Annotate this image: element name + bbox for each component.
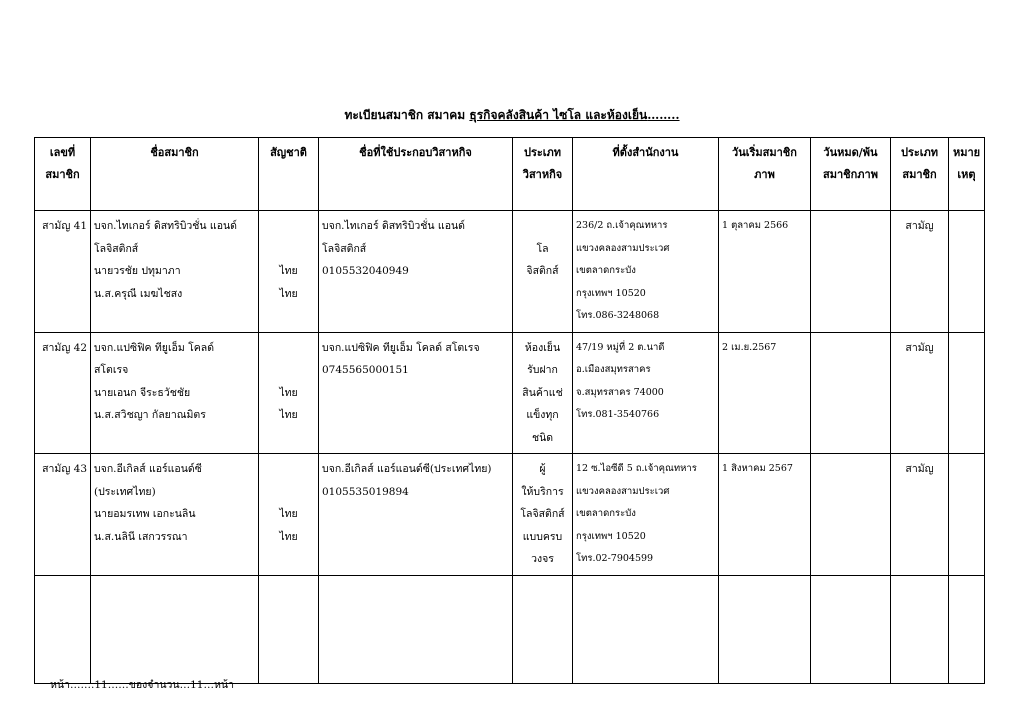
start-date: 2 เม.ย.2567: [719, 332, 811, 454]
nationality: ไทย ไทย: [259, 454, 319, 576]
header-member-name: ชื่อสมาชิก: [91, 138, 259, 211]
header-business-name: ชื่อที่ใช้ประกอบวิสาหกิจ: [319, 138, 513, 211]
member-name: บจก.ไทเกอร์ ดิสทริบิวชั่น แอนด์ โลจิสติกส์ นายวรชัย ปทุมาภา น.ส.ครุณี เมฆไชสง: [91, 211, 259, 333]
header-start-date: วันเริ่มสมาชิก ภาพ: [719, 138, 811, 211]
nationality: ไทย ไทย: [259, 332, 319, 454]
header-business-type: ประเภท วิสาหกิจ: [513, 138, 573, 211]
page-number-footer: หน้า…….11……ของจำนวน…11…หน้า: [50, 679, 234, 691]
page-title: [0, 106, 1024, 125]
business-type: โล จิสติกส์: [513, 211, 573, 333]
business-type: ผู้ ให้บริการ โลจิสติกส์ แบบครบ วงจร: [513, 454, 573, 576]
header-row: [35, 138, 985, 211]
empty-table-row: [35, 575, 985, 683]
start-date: 1 ตุลาคม 2566: [719, 211, 811, 333]
table-row: [35, 332, 985, 454]
start-date: 1 สิงหาคม 2567: [719, 454, 811, 576]
member-name: บจก.แปซิฟิค ทียูเอ็ม โคลด์ สโตเรจ นายเอนก จีระธวัชชัย น.ส.สวิชญา กัลยาณมิตร: [91, 332, 259, 454]
office-address: 12 ซ.ไอซีดี 5 ถ.เจ้าคุณทหาร แขวงคลองสามประเวศ เขตลาดกระบัง กรุงเทพฯ 10520 โทร.02-7904599: [573, 454, 719, 576]
office-address: 236/2 ถ.เจ้าคุณทหาร แขวงคลองสามประเวศ เขตลาดกระบัง กรุงเทพฯ 10520 โทร.086-3248068: [573, 211, 719, 333]
member-type: สามัญ: [891, 211, 949, 333]
title-association-name: ธุรกิจคลังสินค้า ไซโล และห้องเย็น: [469, 108, 648, 122]
member-register-table: [34, 137, 985, 684]
office-address: 47/19 หมู่ที่ 2 ต.นาดี อ.เมืองสมุทรสาคร จ.สมุทรสาคร 74000 โทร.081-3540766: [573, 332, 719, 454]
table-row: [35, 211, 985, 333]
member-type: สามัญ: [891, 454, 949, 576]
member-name: บจก.อีเกิลส์ แอร์แอนด์ซี (ประเทศไทย) นายอมรเทพ เอกะนลิน น.ส.นลินี เสกวรรณา: [91, 454, 259, 576]
header-end-date: วันหมด/พ้น สมาชิกภาพ: [811, 138, 891, 211]
business-name: บจก.อีเกิลส์ แอร์แอนด์ซี(ประเทศไทย) 0105535019894: [319, 454, 513, 576]
header-member-no: เลขที่ สมาชิก: [35, 138, 91, 211]
header-office-address: ที่ตั้งสำนักงาน: [573, 138, 719, 211]
remark: [949, 211, 985, 333]
business-name: บจก.ไทเกอร์ ดิสทริบิวชั่น แอนด์ โลจิสติกส์ 0105532040949: [319, 211, 513, 333]
remark: [949, 454, 985, 576]
title-suffix: ……..: [647, 108, 680, 122]
header-nationality: สัญชาติ: [259, 138, 319, 211]
end-date: [811, 211, 891, 333]
business-type: ห้องเย็น รับฝาก สินค้าแช่ แข็งทุก ชนิด: [513, 332, 573, 454]
header-member-type: ประเภท สมาชิก: [891, 138, 949, 211]
member-type: สามัญ: [891, 332, 949, 454]
remark: [949, 332, 985, 454]
member-no: สามัญ 41: [35, 211, 91, 333]
title-prefix: ทะเบียนสมาชิก สมาคม: [344, 108, 470, 122]
member-no: สามัญ 43: [35, 454, 91, 576]
end-date: [811, 332, 891, 454]
member-no: สามัญ 42: [35, 332, 91, 454]
header-remark: หมาย เหตุ: [949, 138, 985, 211]
table-row: [35, 454, 985, 576]
business-name: บจก.แปซิฟิค ทียูเอ็ม โคลด์ สโตเรจ 0745565000151: [319, 332, 513, 454]
end-date: [811, 454, 891, 576]
nationality: ไทย ไทย: [259, 211, 319, 333]
